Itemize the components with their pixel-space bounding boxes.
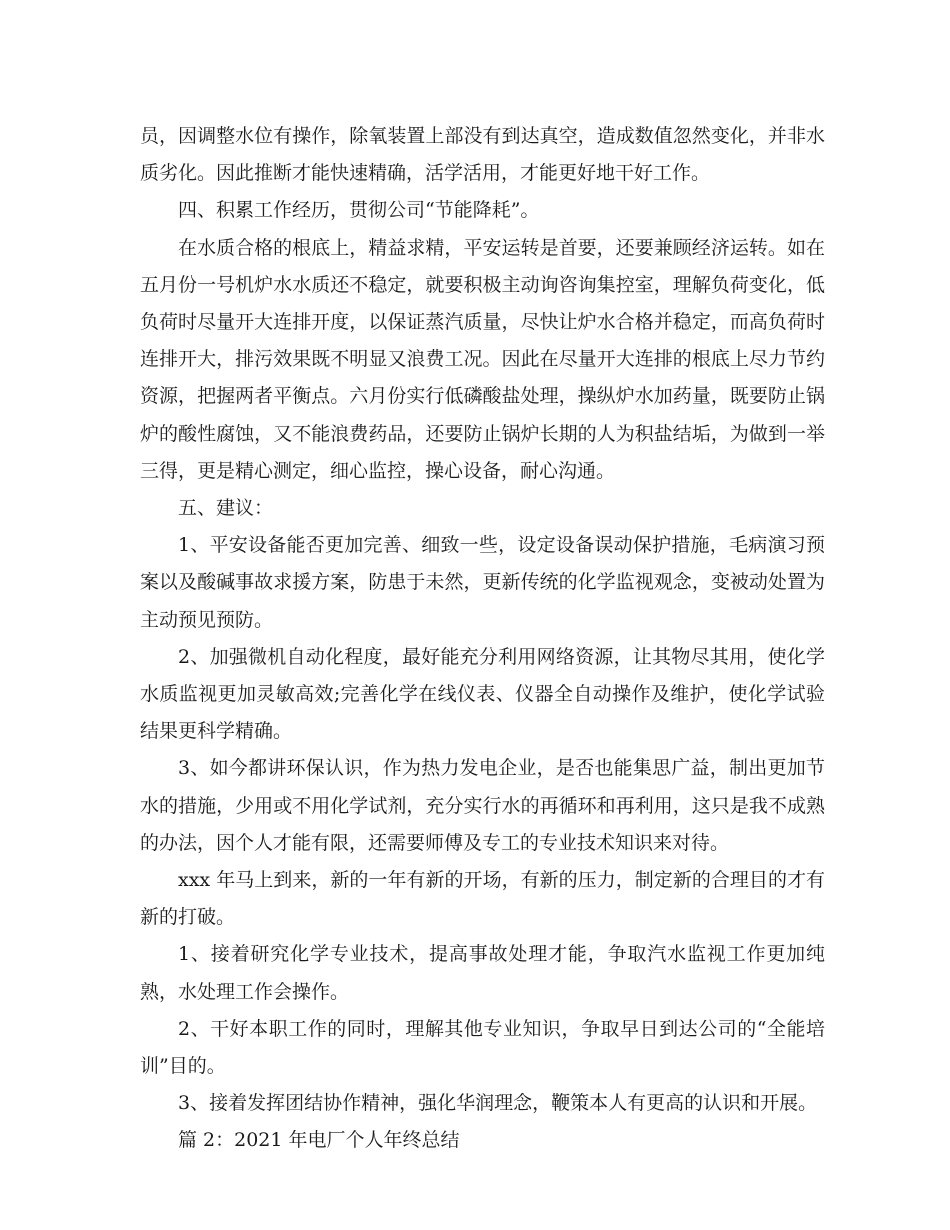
paragraph-water-quality: 在水质合格的根底上，精益求精，平安运转是首要，还要兼顾经济运转。如在五月份一号机炉水水质还不稳定，就要积极主动询咨询集控室，理解负荷变化，低负荷时尽量开大连排开度，以保证蒸汽质量，尽快让炉水合格并稳定，而高负荷时连排开大，排污效果既不明显又浪费工况。因此在尽量开大连排的根底上尽力节约资源，把握两者平衡点。六月份实行低磷酸盐处理，操纵炉水加药量，既要防止锅炉的酸性腐蚀，又不能浪费药品，还要防止锅炉长期的人为积盐结垢，为做到一举三得，更是精心测定，细心监控，操心设备，耐心沟通。 xyxy=(140,236,825,482)
suggestion-item-2: 2、加强微机自动化程度，最好能充分利用网络资源，让其物尽其用，使化学水质监视更加灵敏高效;完善化学在线仪表、仪器全自动操作及维护，使化学试验结果更科学精确。 xyxy=(140,645,825,743)
paragraph-continuation: 员，因调整水位有操作，除氧装置上部没有到达真空，造成数值忽然变化，并非水质劣化。因此推断才能快速精确，活学活用，才能更好地干好工作。 xyxy=(140,125,825,185)
goal-item-1: 1、接着研究化学专业技术，提高事故处理才能，争取汽水监视工作更加纯熟，水处理工作会操作。 xyxy=(140,943,825,1003)
goal-item-3: 3、接着发挥团结协作精神，强化华润理念，鞭策本人有更高的认识和开展。 xyxy=(178,1092,818,1115)
section-heading-five: 五、建议： xyxy=(178,497,274,520)
paragraph-new-year: xxx 年马上到来，新的一年有新的开场，有新的压力，制定新的合理目的才有新的打破。 xyxy=(140,869,825,929)
suggestion-item-1: 1、平安设备能否更加完善、细致一些，设定设备误动保护措施，毛病演习预案以及酸碱事故求援方案，防患于未然，更新传统的化学监视观念，变被动处置为主动预见预防。 xyxy=(140,534,825,631)
suggestion-item-3: 3、如今都讲环保认识，作为热力发电企业，是否也能集思广益，制出更加节水的措施，少用或不用化学试剂，充分实行水的再循环和再利用，这只是我不成熟的办法，因个人才能有限，还需要师傅及专工的专业技术知识来对待。 xyxy=(140,757,825,854)
document-body xyxy=(140,118,825,1160)
goal-item-2: 2、干好本职工作的同时，理解其他专业知识，争取早日到达公司的“全能培训”目的。 xyxy=(140,1017,825,1078)
section-heading-four: 四、积累工作经历，贯彻公司“节能降耗”。 xyxy=(178,199,540,222)
article-title: 篇 2：2021 年电厂个人年终总结 xyxy=(178,1129,460,1152)
